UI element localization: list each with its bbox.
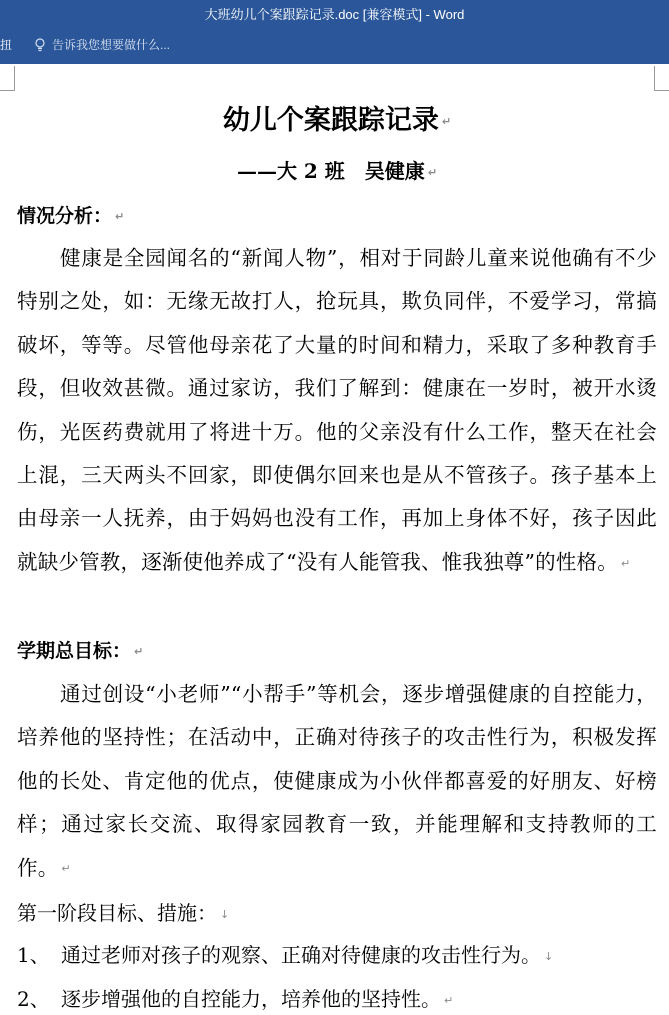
tell-me-placeholder: 告诉我您想要做什么... — [52, 38, 171, 52]
section-heading: 情况分析： ↵ — [17, 205, 125, 227]
window-title: 大班幼儿个案跟踪记录.doc [兼容模式] - Word — [204, 7, 465, 22]
list-item-text: 通过老师对孩子的观察、正确对待健康的攻击性行为。 ↓ — [61, 943, 554, 967]
margin-corner-mark — [0, 66, 15, 91]
document-subtitle: ——大 2 班 吴健康 ↵ — [236, 159, 438, 183]
list-item-number: 1、 — [17, 943, 50, 967]
ribbon-bar — [0, 30, 669, 64]
document-title: 幼儿个案跟踪记录 ↵ — [222, 105, 452, 136]
phase-heading: 第一阶段目标、措施： ↓ — [17, 901, 230, 925]
list-item — [17, 985, 453, 1015]
list-item-text: 逐步增强他的自控能力，培养他的坚持性。 ↵ — [61, 987, 454, 1011]
section-paragraph: 健康是全园闻名的“新闻人物”，相对于同龄儿童来说他确有不少特别之处，如：无缘无故打人，抢玩具，欺负同伴，不爱学习，常搞破坏，等等。尽管他母亲花了大量的时间和精力，采取了多种教育手段，但收效甚微。通过家访，我们了解到：健康在一岁时，被开水烫伤，光医药费就用了将进十万。他的父亲没有什么工作，整天在社会上混，三天两头不回家，即使偶尔回来也是从不管孩子。孩子基本上由母亲一人抚养，由于妈妈也没有工作，再加上身体不好，孩子因此就缺少管教，逐渐使他养成了“没有人能管我、惟我独尊”的性格。 ↵ — [17, 246, 657, 574]
list-item — [17, 941, 553, 971]
window-title-bar — [0, 0, 669, 30]
tell-me-search[interactable] — [34, 30, 170, 60]
margin-corner-mark — [654, 66, 669, 91]
list-item-number: 2、 — [17, 987, 50, 1011]
section-heading: 学期总目标： ↵ — [17, 640, 144, 662]
section-paragraph: 通过创设“小老师”“小帮手”等机会，逐步增强健康的自控能力，培养他的坚持性；在活动中，正确对待孩子的攻击性行为，积极发挥他的长处、肯定他的优点，使健康成为小伙伴都喜爱的好朋友、好榜样；通过家长交流、取得家园教育一致，并能理解和支持教师的工作。 ↵ — [17, 682, 657, 880]
lightbulb-icon — [34, 38, 46, 52]
ribbon-tab-partial[interactable]: 扭 — [0, 38, 13, 52]
